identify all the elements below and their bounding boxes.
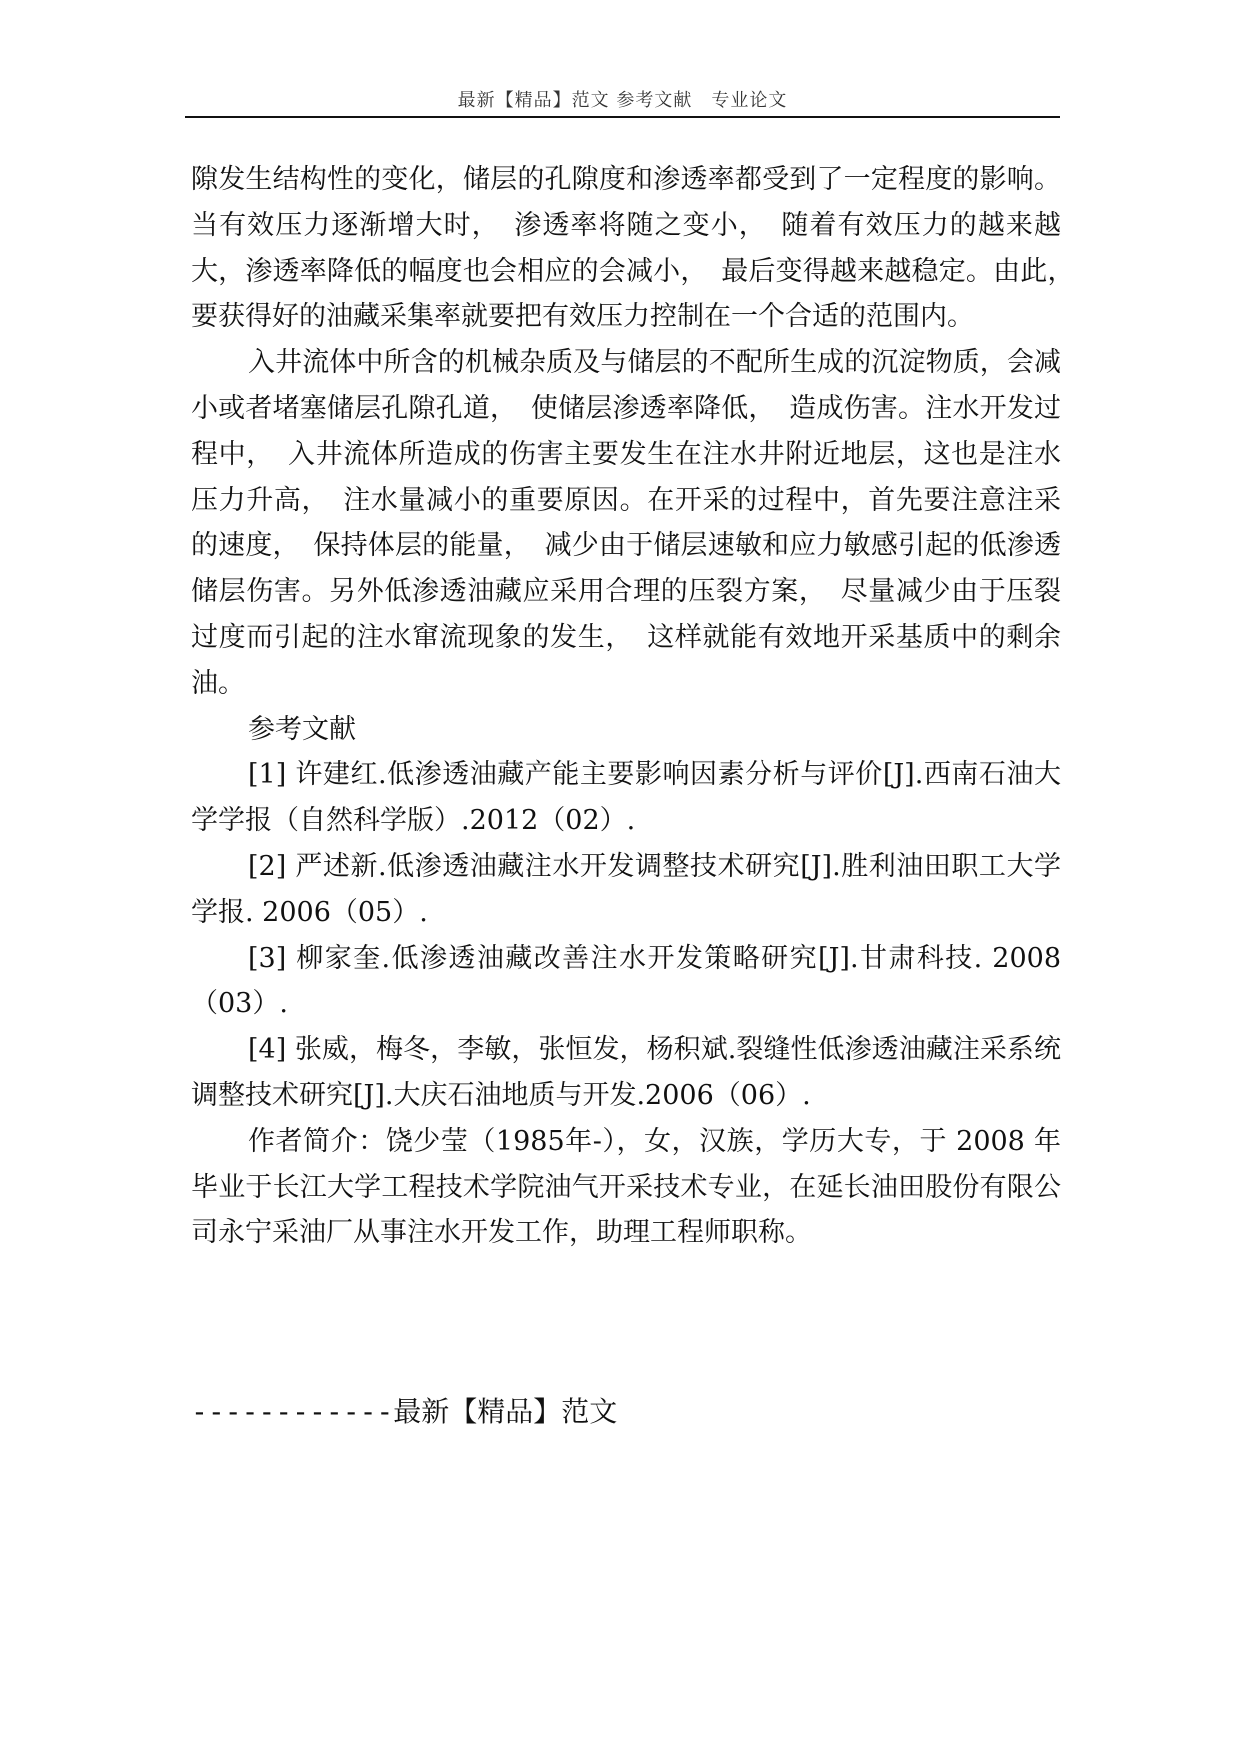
body-paragraph: 入井流体中所含的机械杂质及与储层的不配所生成的沉淀物质，会减小或者堵塞储层孔隙孔道， 使储层渗透率降低， 造成伤害。注水开发过程中， 入井流体所造成的伤害主要发生在注水井附近地层，这也是注水压力升高， 注水量减小的重要原因。在开采的过程中，首先要注意注采的速度， 保持体层的能量， 减少由于储层速敏和应力敏感引起的低渗透储层伤害。另外低渗透油藏应采用合理的压裂方案， 尽量减少由于压裂过度而引起的注水窜流现象的发生， 这样就能有效地开采基质中的剩余油。 — [191, 347, 1061, 699]
page-header: 最新【精品】范文 参考文献 专业论文 — [457, 90, 788, 111]
references-heading: 参考文献 — [248, 713, 356, 745]
body-paragraph: 隙发生结构性的变化，储层的孔隙度和渗透率都受到了一定程度的影响。当有效压力逐渐增大时， 渗透率将随之变小， 随着有效压力的越来越大，渗透率降低的幅度也会相应的会减小， 最后变得越来越稳定。由此， 要获得好的油藏采集率就要把有效压力控制在一个合适的范围内。 — [191, 164, 1088, 333]
header-divider — [185, 116, 1060, 118]
reference-item: [1] 许建红.低渗透油藏产能主要影响因素分析与评价[J].西南石油大学学报（自然科学版）.2012（02）. — [191, 759, 1061, 837]
document-body — [191, 157, 1088, 1256]
footer-text: 最新【精品】范文 — [393, 1395, 618, 1428]
reference-item: [3] 柳家奎.低渗透油藏改善注水开发策略研究[J].甘肃科技. 2008（03）. — [191, 942, 1061, 1020]
reference-item: [4] 张威，梅冬，李敏，张恒发，杨积斌.裂缝性低渗透油藏注采系统调整技术研究[J].大庆石油地质与开发.2006（06）. — [191, 1034, 1061, 1111]
author-bio: 作者简介：饶少莹（1985年-），女，汉族，学历大专，于 2008 年毕业于长江大学工程技术学院油气开采技术专业，在延长油田股份有限公司永宁采油厂从事注水开发工作，助理工程师职称。 — [191, 1125, 1061, 1249]
reference-item: [2] 严述新.低渗透油藏注水开发调整技术研究[J].胜利油田职工大学学报. 2006（05）. — [191, 850, 1061, 928]
footer-dashes: ------------ — [191, 1395, 394, 1428]
page-footer — [191, 1390, 617, 1430]
